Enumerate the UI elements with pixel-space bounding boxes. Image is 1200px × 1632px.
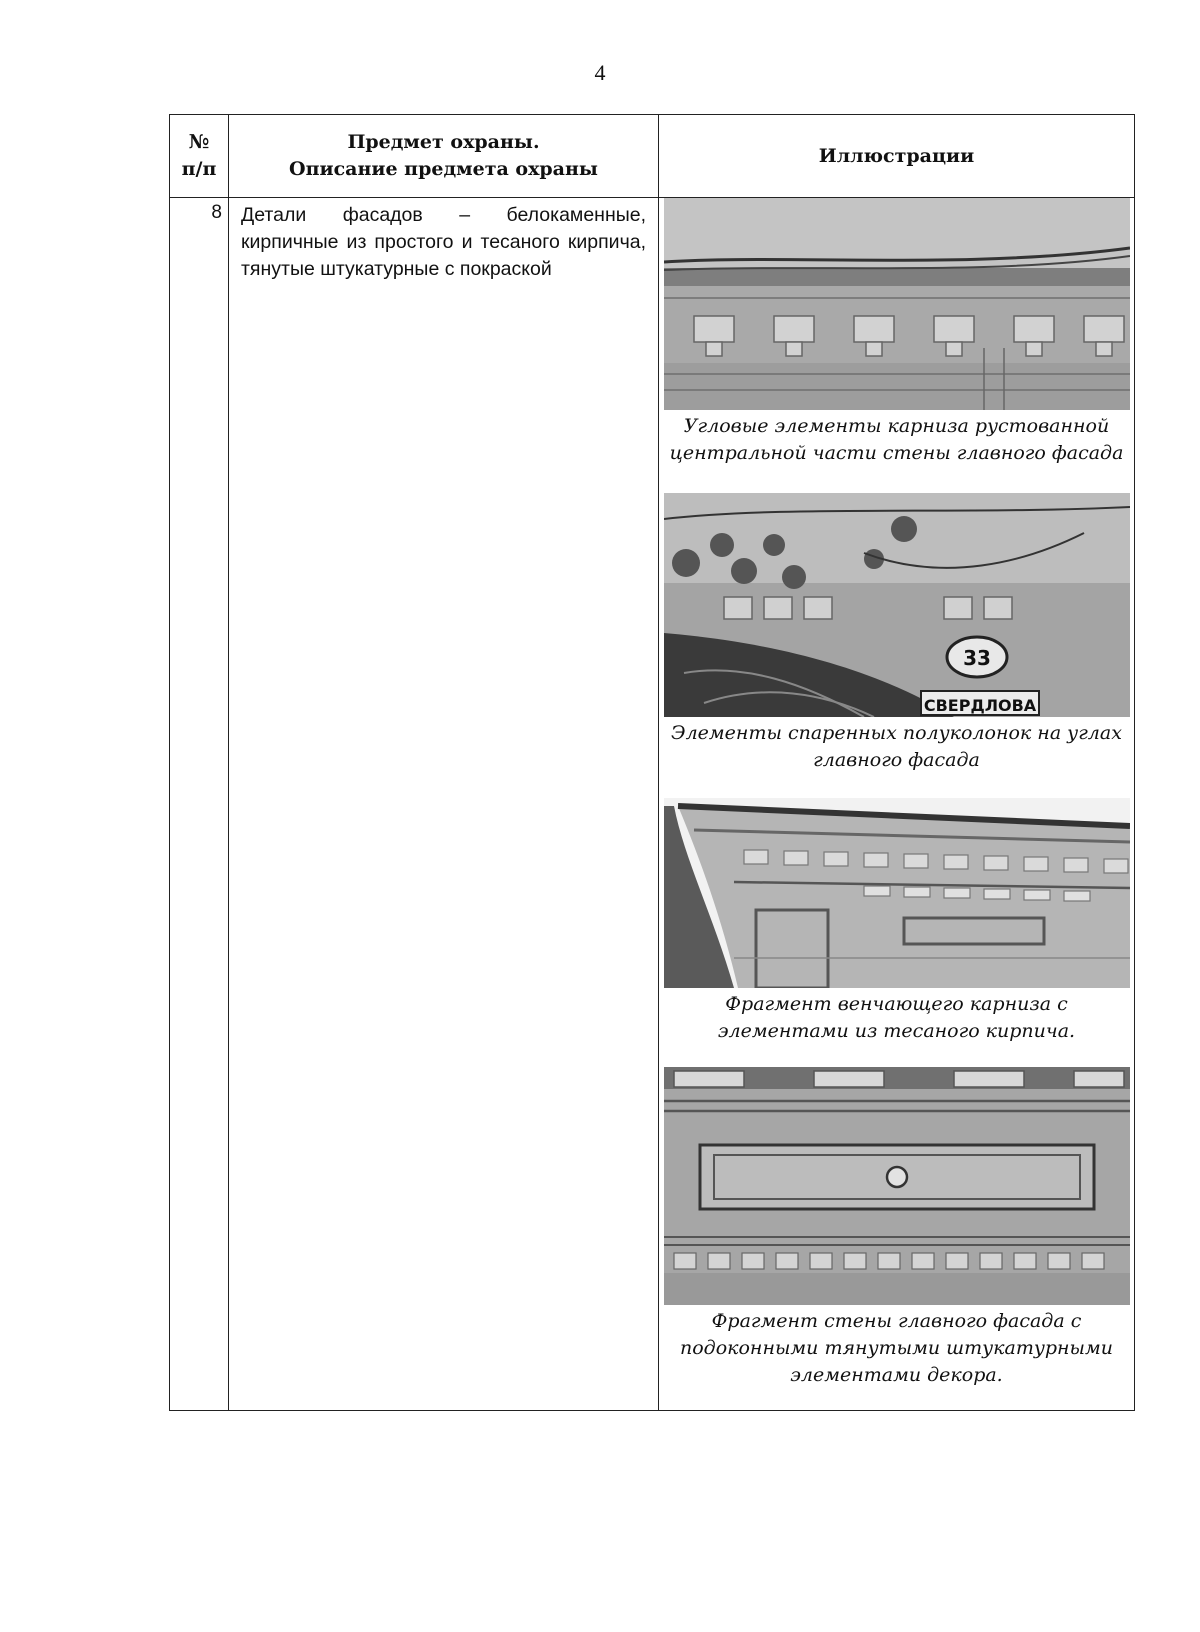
header-subject-line1: Предмет охраны. [347, 131, 540, 153]
caption-2: Элементы спаренных полуколонок на углах главного фасада [671, 722, 1122, 771]
caption-3: Фрагмент венчающего карниза с элементами из тесаного кирпича. [717, 993, 1076, 1042]
table-header-row [170, 115, 1135, 198]
header-number-line1: № [188, 131, 210, 153]
header-number [170, 115, 229, 198]
street-name-sign: СВЕРДЛОВА [923, 696, 1036, 715]
photo-paired-half-columns [664, 493, 1130, 717]
photo-wall-under-window [664, 1067, 1130, 1305]
row-illustrations [659, 198, 1135, 1411]
illustration-2 [664, 493, 1130, 774]
header-illustrations: Иллюстрации [659, 115, 1135, 198]
protection-table [169, 114, 1135, 1411]
illustration-3 [664, 798, 1130, 1045]
header-subject [229, 115, 659, 198]
header-subject-line2: Описание предмета охраны [289, 158, 598, 180]
row-number: 8 [170, 198, 229, 1411]
row-description: Детали фасадов – белокаменные, кирпичные из простого и тесаного кирпича, тянутые штукатурные с покраской [229, 198, 659, 1411]
table-row [170, 198, 1135, 1411]
page-number: 4 [594, 60, 606, 85]
caption-1: Угловые элементы карниза рустованной центральной части стены главного фасада [669, 415, 1124, 464]
photo-crowning-cornice [664, 798, 1130, 988]
caption-4: Фрагмент стены главного фасада с подоконными тянутыми штукатурными элементами декора. [679, 1310, 1114, 1386]
header-number-line2: п/п [181, 158, 217, 180]
illustration-1 [664, 198, 1130, 467]
house-number-sign: 33 [962, 646, 991, 670]
illustration-4 [664, 1067, 1130, 1389]
photo-cornice-corner [664, 198, 1130, 410]
